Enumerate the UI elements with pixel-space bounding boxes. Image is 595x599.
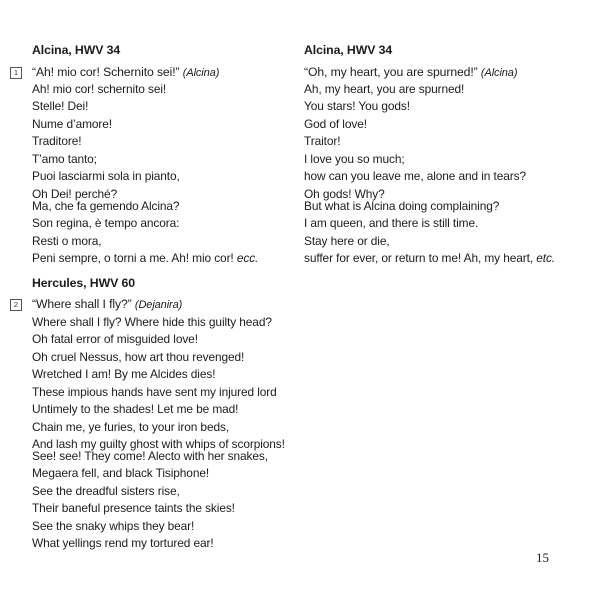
- hercules-stanza-2: [32, 448, 268, 553]
- alcina-stanza-2-left: [32, 198, 258, 268]
- lyric-line: how can you leave me, alone and in tears?: [304, 169, 526, 184]
- aria-character: (Alcina): [182, 67, 220, 79]
- lyric-line: Stelle! Dei!: [32, 99, 89, 114]
- alcina-heading-left: Alcina, HWV 34: [32, 43, 121, 57]
- lyric-line: Ah! mio cor! schernito sei!: [32, 82, 167, 96]
- aria-title-text: “Oh, my heart, you are spurned!”: [304, 65, 478, 79]
- etc-marker: etc.: [536, 251, 556, 266]
- lyric-line: See the snaky whips they bear!: [32, 518, 195, 533]
- aria-title-text: “Where shall I fly?”: [32, 297, 132, 311]
- lyric-line: These impious hands have sent my injured lord: [32, 384, 277, 399]
- hercules-heading: Hercules, HWV 60: [32, 276, 135, 290]
- lyric-line: But what is Alcina doing complaining?: [304, 199, 500, 213]
- lyric-line: Traitor!: [304, 134, 341, 149]
- track-number-1: 1: [10, 67, 22, 79]
- lyric-line: Oh gods! Why?: [304, 186, 385, 201]
- etc-marker: ecc.: [236, 251, 259, 266]
- aria-title-text: “Ah! mio cor! Schernito sei!”: [32, 65, 180, 79]
- lyric-line: Resti o mora,: [32, 233, 102, 248]
- lyric-line: T’amo tanto;: [32, 151, 97, 166]
- lyric-line: Traditore!: [32, 134, 82, 149]
- lyric-line: See the dreadful sisters rise,: [32, 483, 180, 498]
- page-number: 15: [536, 550, 549, 565]
- lyric-line: Son regina, è tempo ancora:: [32, 216, 180, 231]
- aria-character: (Dejanira): [134, 299, 183, 311]
- lyric-line: Nume d’amore!: [32, 116, 112, 131]
- lyric-line: Untimely to the shades! Let me be mad!: [32, 402, 239, 417]
- lyric-line: I love you so much;: [304, 151, 405, 166]
- hercules-aria-title: [32, 297, 182, 313]
- alcina-stanza-1-left: [32, 81, 180, 203]
- lyric-line-last: [32, 250, 258, 267]
- lyric-line: Wretched I am! By me Alcides dies!: [32, 367, 216, 382]
- alcina-aria-title-left: [32, 65, 219, 81]
- lyric-line: You stars! You gods!: [304, 99, 410, 114]
- lyric-line: Puoi lasciarmi sola in pianto,: [32, 169, 180, 184]
- lyric-line: I am queen, and there is still time.: [304, 216, 479, 231]
- alcina-aria-title-right: [304, 65, 517, 81]
- lyric-line: Oh Dei! perché?: [32, 186, 118, 201]
- lyric-line: Chain me, ye furies, to your iron beds,: [32, 419, 230, 434]
- lyric-text: Peni sempre, o torni a me. Ah! mio cor!: [32, 251, 234, 266]
- lyric-line: And lash my guilty ghost with whips of scorpions!: [32, 437, 285, 452]
- lyric-line: Ah, my heart, you are spurned!: [304, 82, 465, 96]
- lyric-line-last: [304, 250, 555, 267]
- lyric-line: Megaera fell, and black Tisiphone!: [32, 466, 210, 481]
- alcina-stanza-2-right: [304, 198, 555, 268]
- alcina-heading-right: Alcina, HWV 34: [304, 43, 393, 57]
- track-number-2: 2: [10, 299, 22, 311]
- lyric-text: suffer for ever, or return to me! Ah, my heart,: [304, 251, 534, 266]
- lyric-line: God of love!: [304, 116, 367, 131]
- hercules-stanza-1: [32, 314, 285, 454]
- lyric-line: See! see! They come! Alecto with her snakes,: [32, 449, 268, 463]
- lyric-line: Where shall I fly? Where hide this guilty head?: [32, 315, 272, 329]
- lyric-line: Oh cruel Nessus, how art thou revenged!: [32, 349, 245, 364]
- lyric-line: What yellings rend my tortured ear!: [32, 536, 214, 551]
- aria-character: (Alcina): [480, 67, 518, 79]
- lyric-line: Their baneful presence taints the skies!: [32, 501, 235, 516]
- lyric-line: Stay here or die,: [304, 233, 390, 248]
- lyric-line: Oh fatal error of misguided love!: [32, 332, 198, 347]
- lyric-line: Ma, che fa gemendo Alcina?: [32, 199, 180, 213]
- alcina-stanza-1-right: [304, 81, 526, 203]
